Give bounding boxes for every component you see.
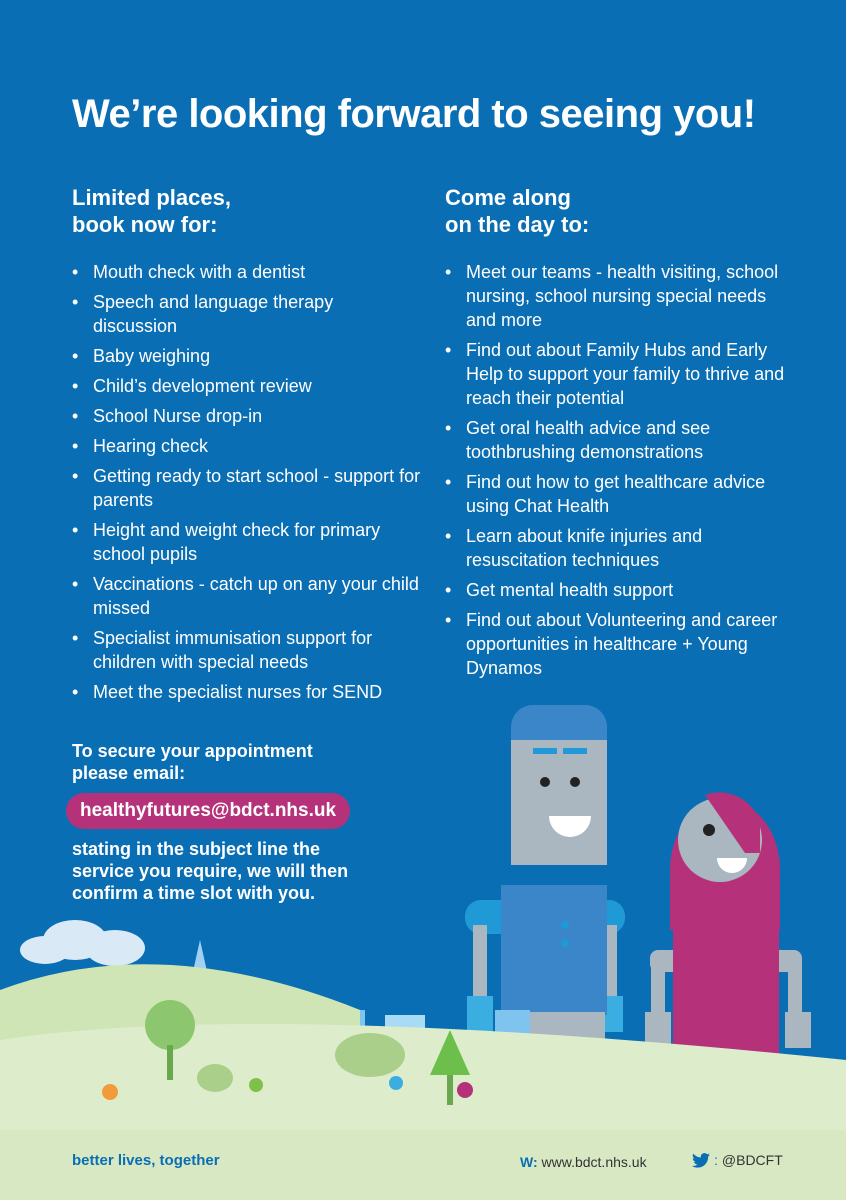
list-item: • Get mental health support: [445, 578, 785, 602]
appointment-heading-line: To secure your appointment: [72, 741, 313, 761]
list-item: • Vaccinations - catch up on any your child missed: [72, 572, 422, 620]
come-along-title-line: on the day to:: [445, 212, 590, 237]
list-item: • Speech and language therapy discussion: [72, 290, 422, 338]
come-along-list: [445, 260, 785, 680]
come-along-column: [445, 184, 785, 686]
appointment-heading-line: please email:: [72, 763, 186, 783]
list-item: • Find out how to get healthcare advice using Chat Health: [445, 470, 785, 518]
footer-website: [520, 1154, 647, 1170]
list-item: • Find out about Family Hubs and Early Help to support your family to thrive and reach their potential: [445, 338, 785, 410]
appointment-text-line: stating in the subject line the: [72, 839, 321, 859]
list-item: • Learn about knife injuries and resuscitation techniques: [445, 524, 785, 572]
twitter-bird-icon: [692, 1153, 710, 1168]
book-now-list: [72, 260, 422, 704]
cityscape-illustration: [0, 900, 846, 1150]
website-link[interactable]: www.bdct.nhs.uk: [541, 1154, 647, 1170]
list-item: • Getting ready to start school - support for parents: [72, 464, 422, 512]
list-item: • Hearing check: [72, 434, 422, 458]
come-along-title: [445, 184, 785, 238]
footer-twitter: [692, 1152, 783, 1168]
list-item: • Mouth check with a dentist: [72, 260, 422, 284]
list-item: • Find out about Volunteering and career opportunities in healthcare + Young Dynamos: [445, 608, 785, 680]
list-item: • Height and weight check for primary school pupils: [72, 518, 422, 566]
list-item: • Meet the specialist nurses for SEND: [72, 680, 422, 704]
appointment-text-line: confirm a time slot with you.: [72, 883, 316, 903]
book-now-title-line: book now for:: [72, 212, 218, 237]
main-heading: We’re looking forward to seeing you!: [72, 92, 756, 136]
list-item: • Child’s development review: [72, 374, 422, 398]
footer-slogan: better lives, together: [72, 1152, 220, 1169]
book-now-title-line: Limited places,: [72, 185, 231, 210]
web-label: W:: [520, 1154, 538, 1170]
list-item: • Meet our teams - health visiting, school nursing, school nursing special needs and more: [445, 260, 785, 332]
twitter-handle-link[interactable]: @BDCFT: [721, 1152, 783, 1168]
book-now-column: [72, 184, 422, 710]
appointment-heading: [72, 740, 432, 784]
list-item: • Baby weighing: [72, 344, 422, 368]
list-item: • Get oral health advice and see toothbrushing demonstrations: [445, 416, 785, 464]
appointment-section: [72, 740, 432, 904]
footer: [0, 1130, 846, 1200]
email-link[interactable]: healthyfutures@bdct.nhs.uk: [66, 793, 350, 829]
list-item: • Specialist immunisation support for children with special needs: [72, 626, 422, 674]
appointment-instructions: [72, 838, 432, 904]
come-along-title-line: Come along: [445, 185, 571, 210]
twitter-label: :: [714, 1152, 718, 1168]
list-item: • School Nurse drop-in: [72, 404, 422, 428]
book-now-title: [72, 184, 422, 238]
appointment-text-line: service you require, we will then: [72, 861, 349, 881]
